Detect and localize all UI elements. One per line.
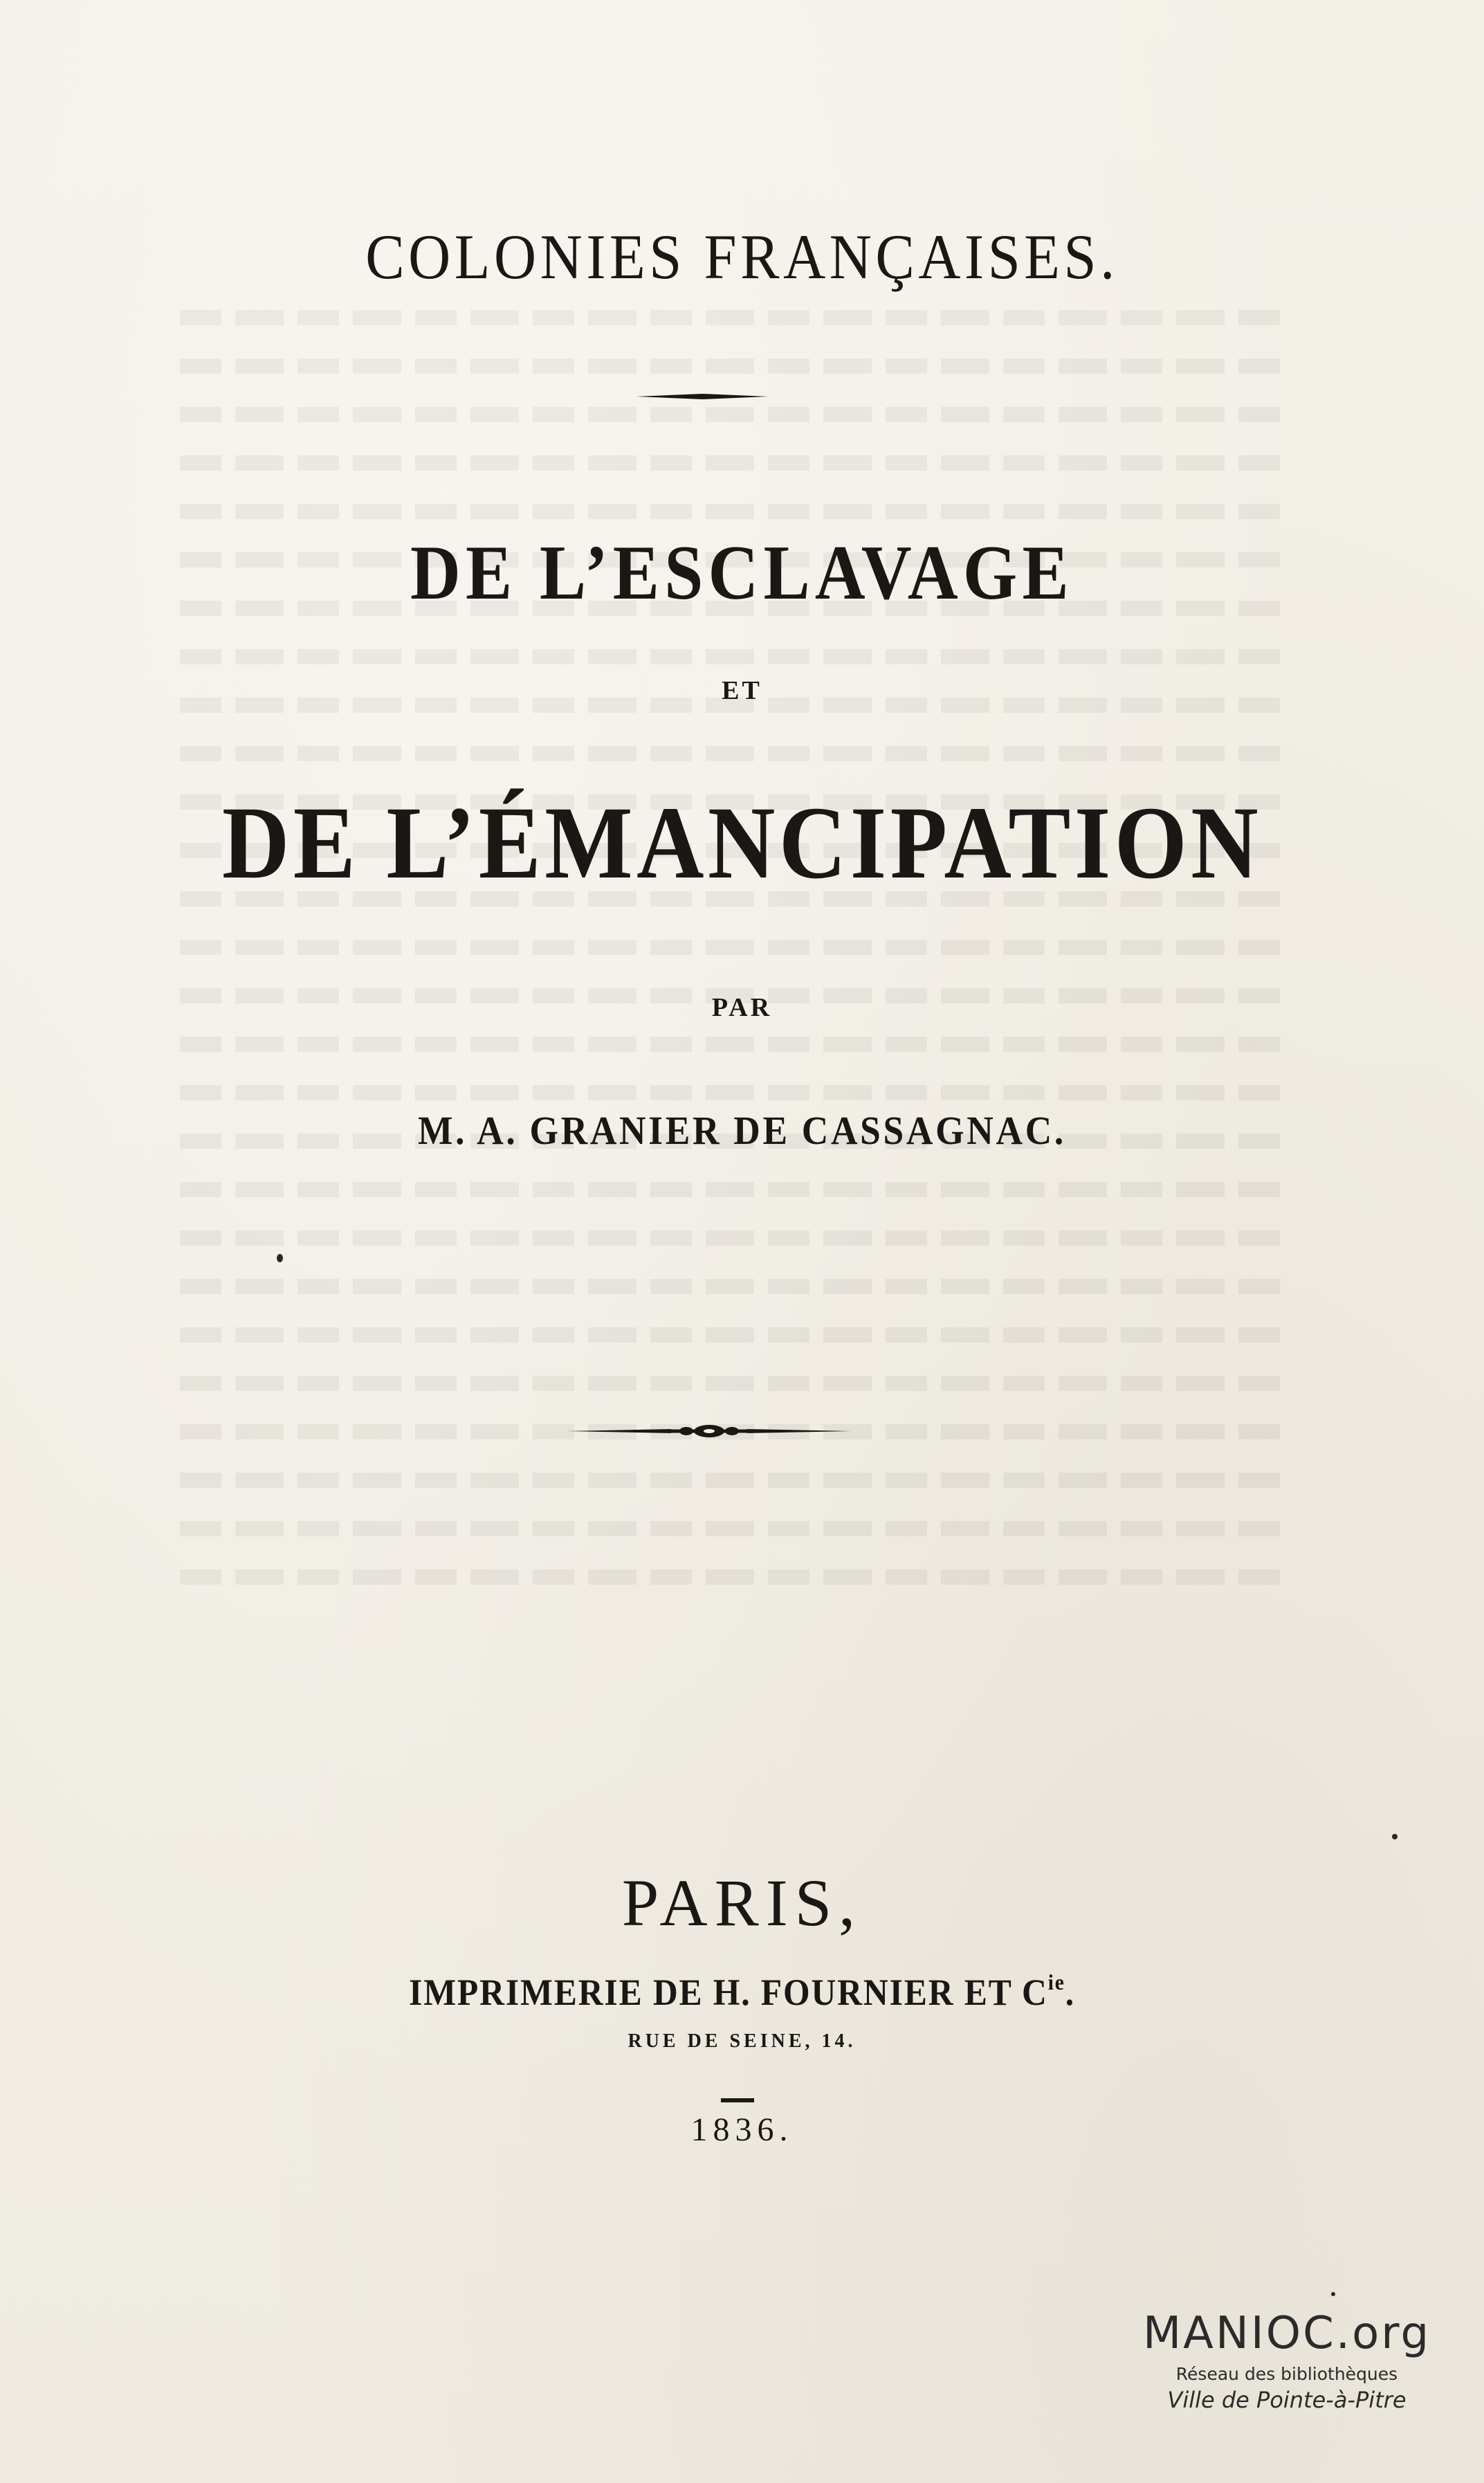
watermark-city: Ville de Pointe-à-Pitre bbox=[1167, 2387, 1407, 2413]
printer-name-suffix: ie bbox=[1047, 1970, 1065, 1994]
author-by-label: PAR bbox=[711, 993, 773, 1022]
printer-address: RUE DE SEINE, 14. bbox=[628, 2030, 856, 2052]
printer-name-end: . bbox=[1065, 1972, 1075, 2013]
printer-name bbox=[59, 1970, 1425, 2014]
watermark-subtitle: Réseau des bibliothèques bbox=[1175, 2364, 1398, 2384]
author-name: M. A. GRANIER DE CASSAGNAC. bbox=[418, 1108, 1066, 1153]
main-title: DE L’ESCLAVAGE bbox=[410, 530, 1074, 616]
ink-speck bbox=[1392, 1834, 1398, 1839]
manioc-watermark bbox=[1128, 2308, 1446, 2413]
short-rule-divider bbox=[636, 392, 768, 401]
ink-speck bbox=[1331, 2292, 1335, 2296]
main-title-second-line: DE L’ÉMANCIPATION bbox=[221, 785, 1263, 900]
manioc-logo: MANIOC.org bbox=[1142, 2308, 1431, 2359]
series-title: COLONIES FRANÇAISES. bbox=[365, 221, 1119, 292]
ornamental-rule-divider bbox=[567, 1419, 851, 1444]
title-conjunction: ET bbox=[722, 676, 762, 705]
ink-speck bbox=[277, 1254, 283, 1262]
publication-year: 1836. bbox=[690, 2111, 794, 2148]
printer-name-text: IMPRIMERIE DE H. FOURNIER ET C bbox=[409, 1972, 1048, 2013]
publication-city: PARIS, bbox=[621, 1866, 863, 1940]
tiny-rule-divider bbox=[721, 2098, 754, 2102]
